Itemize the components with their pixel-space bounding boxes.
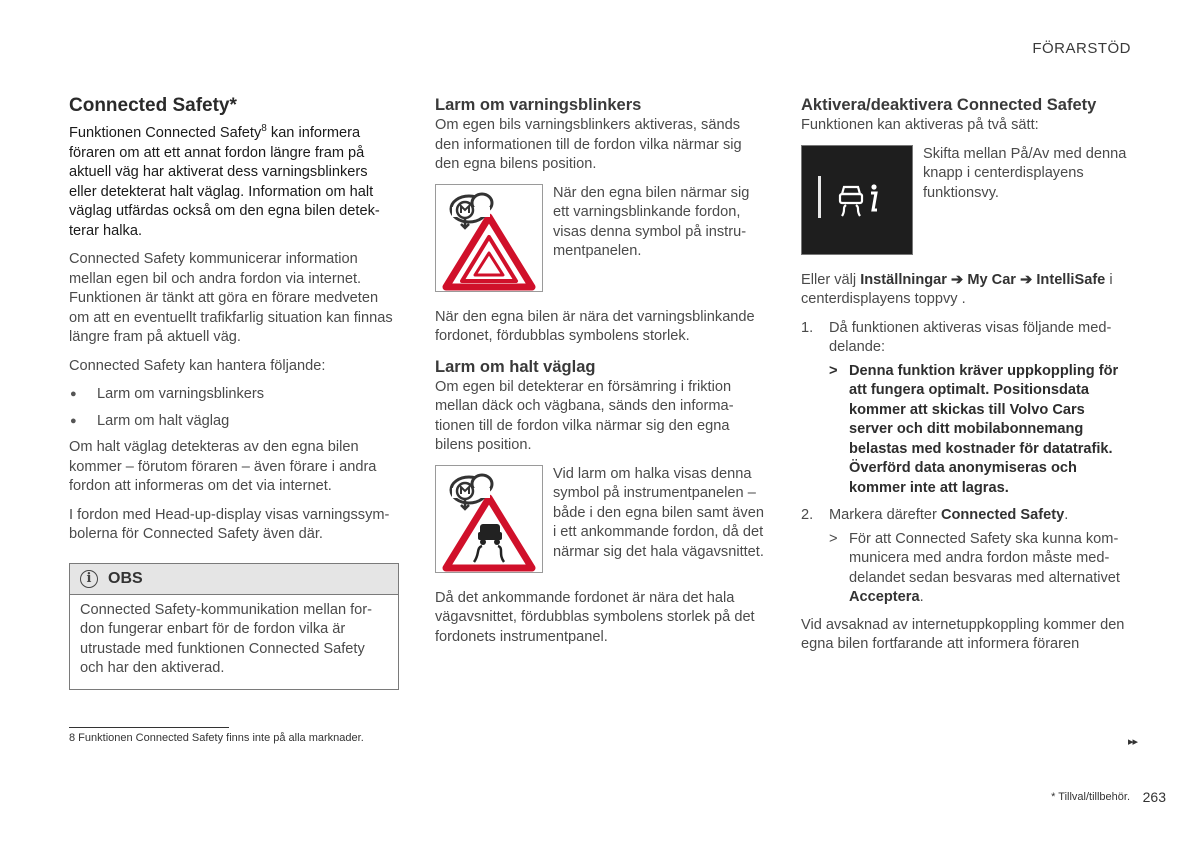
heading-slippery-alert: Larm om halt väglag (435, 357, 596, 376)
heading-activation: Aktivera/deaktivera Connected Safety (801, 96, 1097, 114)
intro-paragraph (69, 124, 399, 241)
paragraph-hud: I fordon med Head-up-display visas varningssymbolerna för Connected Safety även där. (69, 506, 390, 542)
note-header (70, 564, 398, 595)
paragraph-menu-path (801, 271, 1131, 310)
figure-hazard (435, 184, 765, 292)
figure-slippery (435, 465, 765, 573)
heading-hazard-alert: Larm om varningsblinkers (435, 96, 642, 114)
accept-option: Acceptera (849, 589, 920, 605)
result-marker: > (829, 362, 838, 379)
connected-safety-button-icon (801, 145, 913, 255)
paragraph-hazard-near: När den egna bilen är nära det varningsblinkande fordonet, fördubblas symbolens storlek. (435, 308, 755, 344)
intro-text-b: kan informera föraren om att ett annat fordon längre fram på aktuell väg har aktiverat dess varningsblinkers eller detekterat halt väglag. Information om halt väglag utfärdas också om den egna bilen detekterar halka. (69, 125, 380, 239)
result-marker: > (829, 530, 838, 547)
column-activation (801, 94, 1131, 664)
paragraph-activation-intro: Funktionen kan aktiveras på två sätt: (801, 117, 1039, 133)
intro-text-a: Funktionen Connected Safety (69, 125, 262, 141)
hazard-warning-symbol-icon (435, 184, 543, 292)
page-number: 263 (1142, 789, 1166, 805)
paragraph-slippery-detect: Om egen bil detekterar en försämring i friktion mellan däck och vägbana, sänds den informationen till de fordon vilka närmar sig den egna bilens position. (435, 378, 734, 453)
capability-list (69, 385, 399, 431)
note-body: Connected Safety-kommunikation mellan fordon fungerar enbart för de fordon vilka är utrustade med funktionen Connected Safety och har den aktiverad. (80, 601, 373, 676)
optional-note: * Tillval/tillbehör. (1051, 791, 1130, 803)
footnote-text: Funktionen Connected Safety finns inte på alla marknader. (75, 732, 364, 744)
activation-steps (801, 319, 1131, 608)
step-1-text: Då funktionen aktiveras visas följande meddelande: (829, 319, 1112, 355)
paragraph-offline: Vid avsaknad av internetuppkoppling kommer den egna bilen fortfarande att informera föraren (801, 616, 1125, 652)
figure-button (801, 145, 1131, 255)
paragraph-slippery-near: Då det ankommande fordonet är nära det hala vägavsnittet, fördubblas symbolens storlek på det fordonets instrumentpanel. (435, 589, 755, 645)
footnote-number: 8 (69, 732, 76, 744)
figure-button-caption: Skifta mellan På/Av med denna knapp i centerdisplayens funktionsvy. (923, 145, 1127, 201)
step-1 (801, 319, 1131, 499)
step-2-option: Connected Safety (940, 507, 1065, 523)
paragraph-communication: Connected Safety kommunicerar information mellan egen bil och andra fordon via internet. Funktionen är tänkt att göra en förare medveten om att en eventuellt trafikfarlig situation kan finnas längre fram på aktuell väg. (69, 251, 393, 345)
list-item: ● Larm om varningsblinkers (69, 385, 399, 405)
menu-item-settings: Inställningar (860, 271, 947, 288)
menu-item-mycar: My Car (967, 271, 1016, 288)
section-header: FÖRARSTÖD (1032, 40, 1131, 57)
note-box (69, 563, 399, 690)
paragraph-capabilities: Connected Safety kan hantera följande: (69, 357, 326, 374)
step-1-message: Denna funktion kräver uppkoppling för att fungera optimalt. Positionsdata kommer att skickas till Volvo Cars server och ditt mobilabonnemang belastas med kostnader för datatrafik. Överförd data anonymiseras och kommer inte att lagras. (849, 362, 1119, 496)
menu-path-prefix: Eller välj (801, 271, 861, 288)
figure-slippery-caption: Vid larm om halka visas denna symbol på instrumentpanelen – både i den egna bilen samt även i ett ankommande fordon, då det närmar sig det hala vägavsnittet. (553, 465, 764, 560)
step-2-result (829, 530, 1131, 608)
step-1-result (829, 362, 1131, 499)
step-2-text-c: . (1064, 507, 1069, 523)
footnote (69, 732, 364, 744)
step-number: 2. (801, 507, 814, 523)
slippery-road-symbol-icon (435, 465, 543, 573)
list-item: ● Larm om halt väglag (69, 412, 399, 432)
footnote-ref: 8 (261, 123, 267, 135)
continue-arrow-icon: ▸▸ (1127, 736, 1137, 748)
info-icon: i (80, 570, 98, 588)
column-alerts (435, 94, 765, 656)
step-number: 1. (801, 319, 814, 336)
menu-path-suffix: i centerdisplayens toppvy . (801, 271, 1113, 307)
step-2-result-text: För att Connected Safety ska kunna kommunicera med andra fordon måste meddelandet sedan besvaras med alternativet (849, 530, 1120, 586)
paragraph-hazard: Om egen bils varningsblinkers aktiveras, sänds den informationen till de fordon vilka närmar sig den egna bilens position. (435, 117, 742, 172)
menu-item-intellisafe: IntelliSafe (1036, 271, 1106, 288)
arrow-right-icon: ➔ (951, 271, 964, 288)
figure-hazard-caption: När den egna bilen närmar sig ett varningsblinkande fordon, visas denna symbol på instrumentpanelen. (553, 184, 750, 259)
step-2 (801, 506, 1131, 608)
step-2-result-end: . (919, 589, 924, 605)
note-title: OBS (108, 569, 143, 587)
arrow-right-icon: ➔ (1020, 271, 1033, 288)
column-intro (69, 94, 399, 690)
step-2-text-a: Markera därefter (829, 507, 941, 523)
footnote-divider (69, 727, 229, 728)
paragraph-slippery: Om halt väglag detekteras av den egna bilen kommer – förutom föraren – även förare i andra fordon att informeras om det via internet. (69, 439, 377, 494)
page-title: Connected Safety* (69, 95, 237, 116)
